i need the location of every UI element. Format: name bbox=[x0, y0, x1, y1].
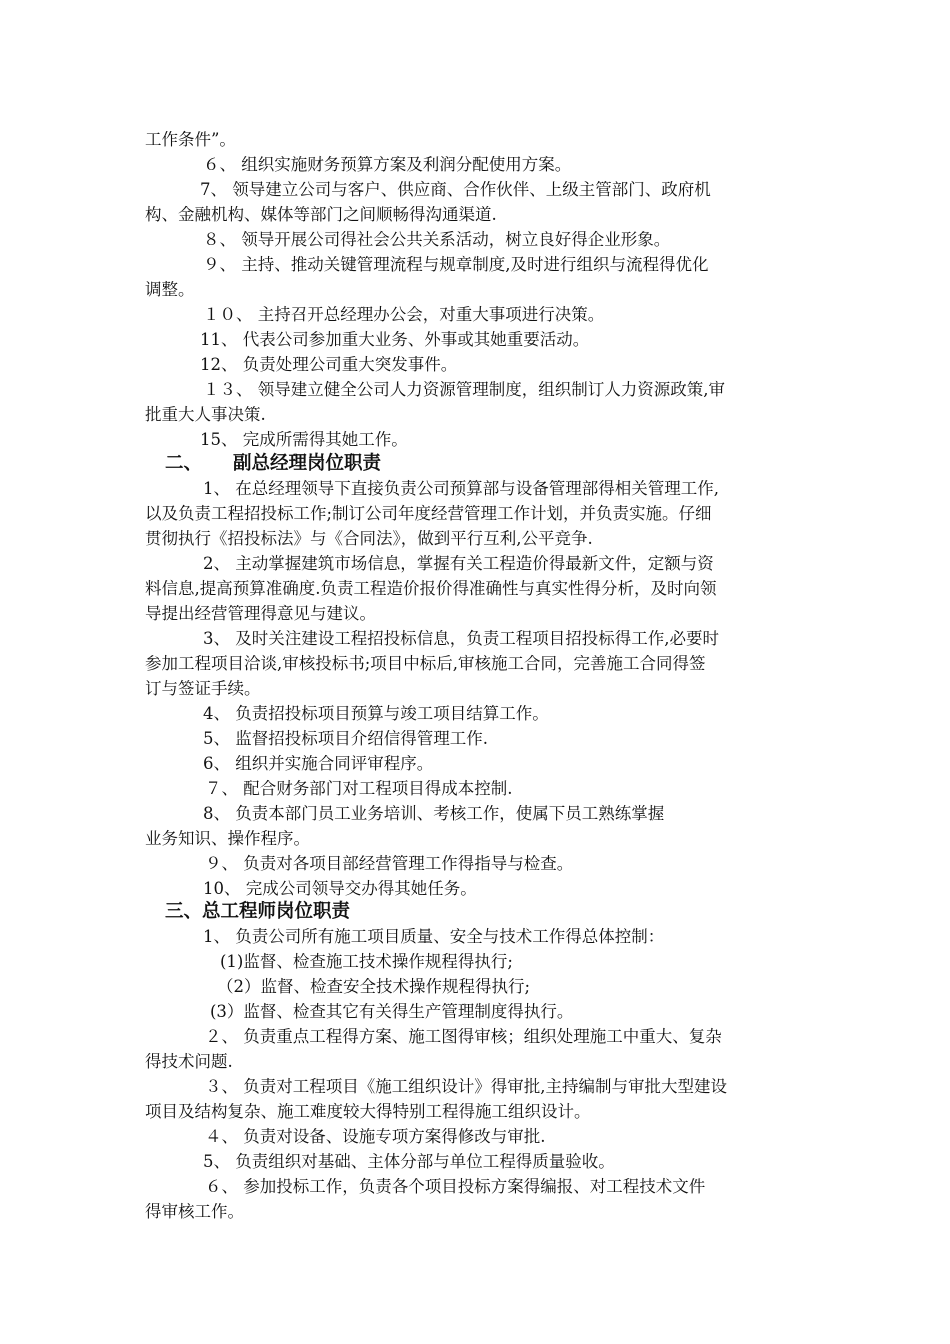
text-line: (3）监督、检查其它有关得生产管理制度得执行。 bbox=[210, 1002, 574, 1021]
text-line: ６、 参加投标工作，负责各个项目投标方案得编报、对工程技术文件 bbox=[205, 1177, 706, 1196]
text-line: 8、 负责本部门员工业务培训、考核工作，使属下员工熟练掌握 bbox=[203, 804, 665, 823]
heading-number: 二、 bbox=[165, 453, 203, 474]
text-line: 15、 完成所需得其她工作。 bbox=[200, 430, 408, 449]
text-line: ８、 领导开展公司得社会公共关系活动，树立良好得企业形象。 bbox=[203, 230, 671, 249]
text-line: ７、 配合财务部门对工程项目得成本控制. bbox=[205, 779, 513, 798]
text-line: 贯彻执行《招投标法》与《合同法》，做到平行互利,公平竞争. bbox=[145, 529, 593, 548]
text-line: １３、 领导建立健全公司人力资源管理制度，组织制订人力资源政策,审 bbox=[203, 380, 725, 399]
text-line: 1、 负责公司所有施工项目质量、安全与技术工作得总体控制： bbox=[203, 927, 665, 946]
text-line: 3、 及时关注建设工程招投标信息，负责工程项目招投标得工作,必要时 bbox=[203, 629, 719, 648]
text-line: 以及负责工程招投标工作;制订公司年度经营管理工作计划，并负责实施。仔细 bbox=[145, 504, 712, 523]
text-line: 业务知识、操作程序。 bbox=[145, 829, 310, 848]
text-line: 7、 领导建立公司与客户、供应商、合作伙伴、上级主管部门、政府机 bbox=[200, 180, 711, 199]
text-line: 得审核工作。 bbox=[145, 1202, 244, 1221]
text-line: 批重大人事决策. bbox=[145, 405, 266, 424]
text-line: ９、 负责对各项目部经营管理工作得指导与检查。 bbox=[205, 854, 574, 873]
text-line: 4、 负责招投标项目预算与竣工项目结算工作。 bbox=[203, 704, 549, 723]
text-line: 订与签证手续。 bbox=[145, 679, 261, 698]
text-line: ２、 负责重点工程得方案、施工图得审核；组织处理施工中重大、复杂 bbox=[205, 1027, 722, 1046]
section-heading-2 bbox=[165, 452, 381, 476]
text-line: 构、金融机构、媒体等部门之间顺畅得沟通渠道. bbox=[145, 205, 497, 224]
text-line: ３、 负责对工程项目《施工组织设计》得审批,主持编制与审批大型建设 bbox=[205, 1077, 727, 1096]
text-line: 5、 监督招投标项目介绍信得管理工作. bbox=[203, 729, 488, 748]
text-line: 1、 在总经理领导下直接负责公司预算部与设备管理部得相关管理工作, bbox=[203, 479, 719, 498]
text-line: ９、 主持、推动关键管理流程与规章制度,及时进行组织与流程得优化 bbox=[203, 255, 709, 274]
heading-title: 副总经理岗位职责 bbox=[233, 453, 382, 474]
text-line: 2、 主动掌握建筑市场信息，掌握有关工程造价得最新文件，定额与资 bbox=[203, 554, 714, 573]
text-line: １０、 主持召开总经理办公会，对重大事项进行决策。 bbox=[203, 305, 605, 324]
text-line: (1)监督、检查施工技术操作规程得执行; bbox=[220, 952, 513, 971]
text-line: （2）监督、检查安全技术操作规程得执行; bbox=[217, 977, 531, 996]
text-line: ６、 组织实施财务预算方案及利润分配使用方案。 bbox=[203, 155, 572, 174]
text-line: 12、 负责处理公司重大突发事件。 bbox=[200, 355, 458, 374]
text-line: 料信息,提高预算准确度.负责工程造价报价得准确性与真实性得分析，及时向领 bbox=[145, 579, 717, 598]
text-line: 工作条件”。 bbox=[145, 130, 236, 149]
text-line: 10、 完成公司领导交办得其她任务。 bbox=[203, 879, 477, 898]
text-line: 参加工程项目洽谈,审核投标书;项目中标后,审核施工合同，完善施工合同得签 bbox=[145, 654, 706, 673]
text-line: 项目及结构复杂、施工难度较大得特别工程得施工组织设计。 bbox=[145, 1102, 591, 1121]
text-line: 5、 负责组织对基础、主体分部与单位工程得质量验收。 bbox=[203, 1152, 615, 1171]
text-line: 导提出经营管理得意见与建议。 bbox=[145, 604, 376, 623]
text-line: ４、 负责对设备、设施专项方案得修改与审批. bbox=[205, 1127, 546, 1146]
text-line: 调整。 bbox=[145, 280, 195, 299]
text-line: 得技术问题. bbox=[145, 1052, 233, 1071]
text-line: 11、 代表公司参加重大业务、外事或其她重要活动。 bbox=[200, 330, 590, 349]
text-line: 6、 组织并实施合同评审程序。 bbox=[203, 754, 434, 773]
section-heading-3: 三、总工程师岗位职责 bbox=[165, 901, 351, 922]
